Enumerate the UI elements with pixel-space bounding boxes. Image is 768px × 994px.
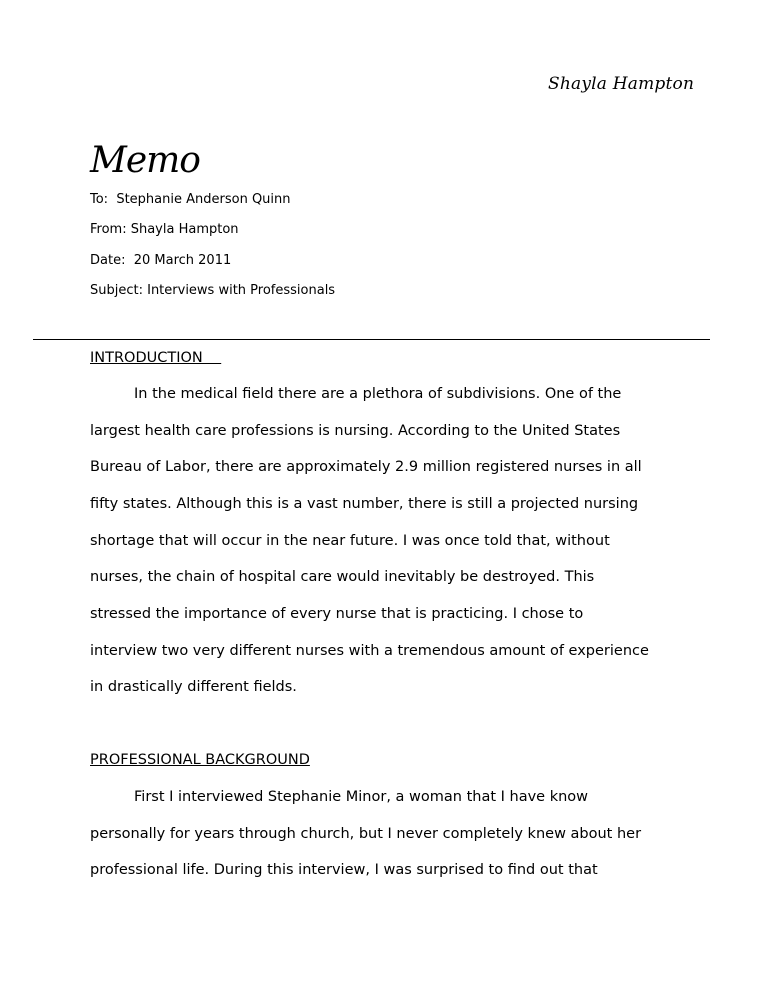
memo-from-line: From: Shayla Hampton xyxy=(90,222,239,237)
introduction-line: In the medical field there are a plethora of subdivisions. One of the xyxy=(134,386,622,402)
professional-background-line: personally for years through church, but I never completely knew about her xyxy=(90,826,642,842)
author-signature: Shayla Hampton xyxy=(548,74,695,94)
introduction-line: shortage that will occur in the near future. I was once told that, without xyxy=(90,533,610,549)
introduction-line: in drastically different fields. xyxy=(90,679,297,695)
introduction-line: nurses, the chain of hospital care would inevitably be destroyed. This xyxy=(90,569,595,585)
memo-date-line: Date: 20 March 2011 xyxy=(90,253,232,268)
memo-subject-line: Subject: Interviews with Professionals xyxy=(90,283,336,298)
introduction-line: largest health care professions is nursing. According to the United States xyxy=(90,423,621,439)
introduction-line: interview two very different nurses with a tremendous amount of experience xyxy=(90,643,649,659)
memo-title: Memo xyxy=(90,140,200,181)
memo-to-line: To: Stephanie Anderson Quinn xyxy=(90,192,291,207)
introduction-line: stressed the importance of every nurse that is practicing. I chose to xyxy=(90,606,584,622)
professional-background-line: professional life. During this interview, I was surprised to find out that xyxy=(90,862,598,878)
introduction-line: Bureau of Labor, there are approximately 2.9 million registered nurses in all xyxy=(90,459,642,475)
professional-background-heading: PROFESSIONAL BACKGROUND xyxy=(90,752,310,768)
header-separator xyxy=(33,339,710,340)
introduction-line: fifty states. Although this is a vast number, there is still a projected nursing xyxy=(90,496,639,512)
introduction-heading: INTRODUCTION xyxy=(90,350,222,366)
professional-background-line: First I interviewed Stephanie Minor, a woman that I have know xyxy=(134,789,589,805)
